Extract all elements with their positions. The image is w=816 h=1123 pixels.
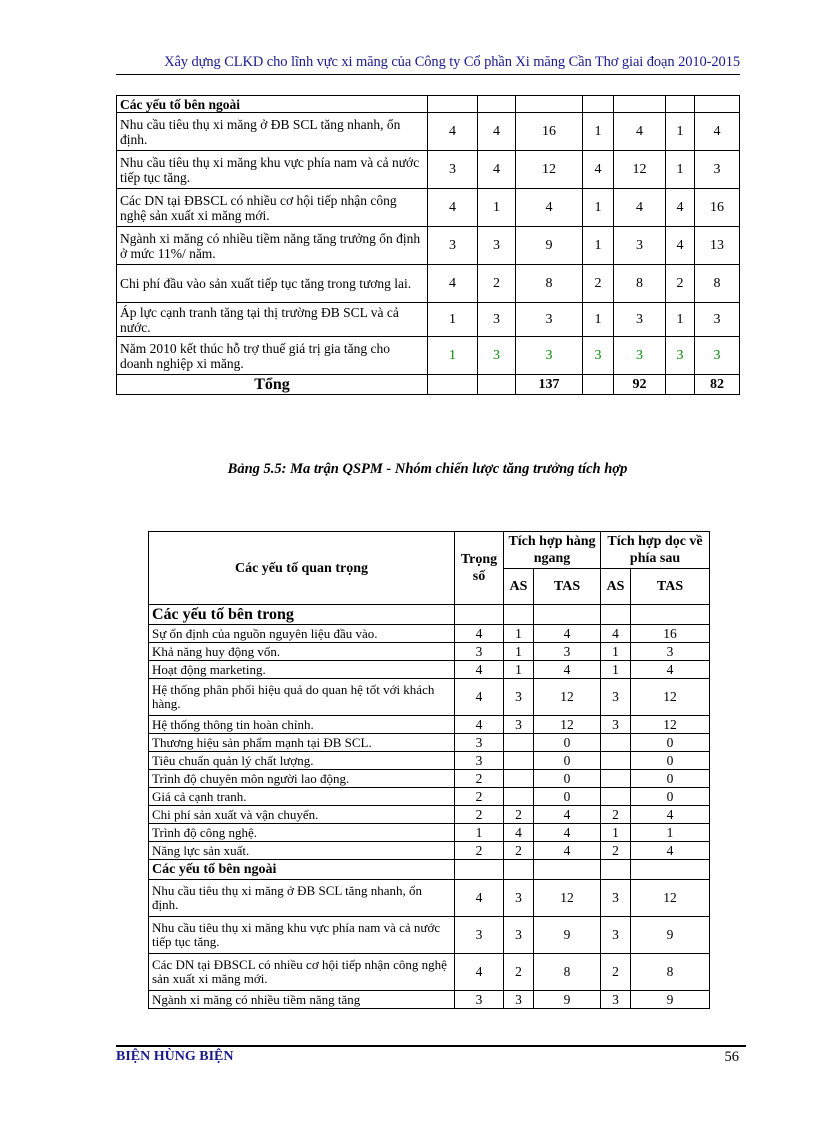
value-cell: 2 xyxy=(601,954,631,991)
section-label: Các yếu tố bên ngoài xyxy=(149,860,455,880)
table-row xyxy=(117,151,740,189)
empty-cell xyxy=(601,860,631,880)
value-cell: 8 xyxy=(614,265,666,303)
value-cell: 3 xyxy=(516,337,583,375)
section-label: Các yếu tố bên trong xyxy=(149,605,455,625)
value-cell: 3 xyxy=(631,643,710,661)
value-cell: 4 xyxy=(428,265,478,303)
value-cell: 4 xyxy=(455,716,504,734)
empty-cell xyxy=(478,375,516,395)
factor-label: Năm 2010 kết thúc hỗ trợ thuế giá trị gia tăng cho doanh nghiệp xi măng. xyxy=(117,337,428,375)
factor-label: Nhu cầu tiêu thụ xi măng ở ĐB SCL tăng nhanh, ổn định. xyxy=(149,880,455,917)
factor-label: Ngành xi măng có nhiều tiềm năng tăng trưởng ổn định ở mức 11%/ năm. xyxy=(117,227,428,265)
value-cell: 2 xyxy=(455,806,504,824)
value-cell: 3 xyxy=(601,991,631,1009)
value-cell: 3 xyxy=(614,227,666,265)
value-cell: 2 xyxy=(504,842,534,860)
table-row xyxy=(149,752,710,770)
value-cell: 4 xyxy=(455,661,504,679)
section-row xyxy=(149,605,710,625)
factor-label: Sự ổn định của nguồn nguyên liệu đầu vào. xyxy=(149,625,455,643)
value-cell: 4 xyxy=(534,625,601,643)
value-cell: 3 xyxy=(504,716,534,734)
table-row xyxy=(149,991,710,1009)
empty-cell xyxy=(516,96,583,113)
table-row xyxy=(149,734,710,752)
factor-label: Tiêu chuẩn quản lý chất lượng. xyxy=(149,752,455,770)
table-row xyxy=(149,716,710,734)
table-row xyxy=(117,337,740,375)
value-cell: 3 xyxy=(601,716,631,734)
value-cell: 1 xyxy=(583,189,614,227)
empty-cell xyxy=(583,96,614,113)
value-cell: 4 xyxy=(428,113,478,151)
section-row xyxy=(149,860,710,880)
value-cell: 3 xyxy=(504,991,534,1009)
factor-label: Hoạt động marketing. xyxy=(149,661,455,679)
table-row xyxy=(149,880,710,917)
value-cell: 8 xyxy=(534,954,601,991)
value-cell: 12 xyxy=(534,679,601,716)
empty-cell xyxy=(455,860,504,880)
value-cell: 4 xyxy=(695,113,740,151)
table-row xyxy=(149,954,710,991)
value-cell: 4 xyxy=(666,189,695,227)
empty-cell xyxy=(504,860,534,880)
value-cell: 1 xyxy=(504,625,534,643)
value-cell: 3 xyxy=(428,151,478,189)
factor-label: Chi phí đầu vào sản xuất tiếp tục tăng trong tương lai. xyxy=(117,265,428,303)
factor-label: Hệ thống phân phối hiệu quả do quan hệ tốt với khách hàng. xyxy=(149,679,455,716)
value-cell: 2 xyxy=(478,265,516,303)
empty-cell xyxy=(534,605,601,625)
value-cell: 9 xyxy=(534,917,601,954)
total-label: Tổng xyxy=(117,375,428,395)
value-cell: 4 xyxy=(455,679,504,716)
value-cell: 4 xyxy=(478,113,516,151)
value-cell: 1 xyxy=(504,661,534,679)
value-cell: 3 xyxy=(666,337,695,375)
factor-label: Các DN tại ĐBSCL có nhiều cơ hội tiếp nhận công nghệ sản xuất xi măng mới. xyxy=(117,189,428,227)
table-row xyxy=(117,113,740,151)
value-cell: 1 xyxy=(601,661,631,679)
value-cell xyxy=(504,734,534,752)
value-cell: 9 xyxy=(631,917,710,954)
value-cell: 3 xyxy=(601,917,631,954)
value-cell: 2 xyxy=(455,842,504,860)
value-cell: 3 xyxy=(478,303,516,337)
value-cell: 0 xyxy=(534,770,601,788)
value-cell: 0 xyxy=(534,788,601,806)
value-cell: 3 xyxy=(516,303,583,337)
value-cell: 0 xyxy=(631,752,710,770)
value-cell: 1 xyxy=(666,113,695,151)
header-divider xyxy=(116,74,740,75)
total-row xyxy=(117,375,740,395)
empty-cell xyxy=(428,375,478,395)
value-cell: 1 xyxy=(455,824,504,842)
header-tas: TAS xyxy=(534,569,601,605)
table-row xyxy=(117,265,740,303)
value-cell: 3 xyxy=(504,880,534,917)
value-cell: 4 xyxy=(583,151,614,189)
table-row xyxy=(149,770,710,788)
factor-label: Năng lực sản xuất. xyxy=(149,842,455,860)
table-row xyxy=(149,625,710,643)
value-cell: 3 xyxy=(428,227,478,265)
table-row xyxy=(149,643,710,661)
value-cell: 4 xyxy=(504,824,534,842)
value-cell: 1 xyxy=(666,303,695,337)
value-cell: 12 xyxy=(631,716,710,734)
factor-label: Hệ thống thông tin hoàn chỉnh. xyxy=(149,716,455,734)
table-row xyxy=(149,679,710,716)
value-cell: 3 xyxy=(455,734,504,752)
value-cell: 1 xyxy=(601,643,631,661)
value-cell: 16 xyxy=(631,625,710,643)
header-tas: TAS xyxy=(631,569,710,605)
value-cell: 9 xyxy=(516,227,583,265)
value-cell: 3 xyxy=(614,303,666,337)
empty-cell xyxy=(695,96,740,113)
factor-label: Ngành xi măng có nhiều tiềm năng tăng xyxy=(149,991,455,1009)
value-cell: 4 xyxy=(478,151,516,189)
value-cell: 3 xyxy=(455,643,504,661)
value-cell: 2 xyxy=(601,842,631,860)
value-cell xyxy=(601,770,631,788)
total-value: 82 xyxy=(695,375,740,395)
value-cell: 1 xyxy=(583,227,614,265)
value-cell xyxy=(504,788,534,806)
value-cell: 3 xyxy=(478,227,516,265)
value-cell: 3 xyxy=(534,643,601,661)
empty-cell xyxy=(534,860,601,880)
value-cell: 3 xyxy=(583,337,614,375)
value-cell: 0 xyxy=(631,734,710,752)
value-cell: 1 xyxy=(504,643,534,661)
page-number: 56 xyxy=(724,1049,739,1065)
section-label: Các yếu tố bên ngoài xyxy=(117,96,428,113)
empty-cell xyxy=(504,605,534,625)
value-cell: 3 xyxy=(455,752,504,770)
value-cell xyxy=(504,770,534,788)
page-header: Xây dựng CLKD cho lĩnh vực xi măng của Công ty Cổ phần Xi măng Cần Thơ giai đoạn 2010-2015 xyxy=(164,54,740,70)
value-cell: 3 xyxy=(695,303,740,337)
value-cell: 13 xyxy=(695,227,740,265)
value-cell: 1 xyxy=(428,337,478,375)
table-caption: Bảng 5.5: Ma trận QSPM - Nhóm chiến lược tăng trưởng tích hợp xyxy=(227,461,628,477)
factor-label: Giá cả cạnh tranh. xyxy=(149,788,455,806)
value-cell: 1 xyxy=(601,824,631,842)
table-row xyxy=(149,824,710,842)
value-cell xyxy=(601,752,631,770)
value-cell: 4 xyxy=(631,842,710,860)
value-cell: 16 xyxy=(516,113,583,151)
qspm-table-continued xyxy=(116,95,740,395)
value-cell: 4 xyxy=(534,842,601,860)
value-cell: 1 xyxy=(666,151,695,189)
header-as: AS xyxy=(601,569,631,605)
value-cell: 3 xyxy=(695,337,740,375)
value-cell: 0 xyxy=(534,752,601,770)
empty-cell xyxy=(631,860,710,880)
empty-cell xyxy=(666,96,695,113)
value-cell: 12 xyxy=(534,880,601,917)
value-cell: 1 xyxy=(583,303,614,337)
value-cell: 4 xyxy=(666,227,695,265)
value-cell: 9 xyxy=(631,991,710,1009)
value-cell: 2 xyxy=(583,265,614,303)
value-cell: 4 xyxy=(516,189,583,227)
table-row xyxy=(149,842,710,860)
value-cell: 12 xyxy=(631,679,710,716)
value-cell: 3 xyxy=(695,151,740,189)
value-cell: 4 xyxy=(455,625,504,643)
empty-cell xyxy=(428,96,478,113)
header-as: AS xyxy=(504,569,534,605)
footer-divider xyxy=(116,1045,746,1047)
value-cell: 3 xyxy=(504,679,534,716)
footer-author: BIỆN HÙNG BIỆN xyxy=(116,1049,234,1064)
empty-cell xyxy=(478,96,516,113)
value-cell: 0 xyxy=(631,788,710,806)
value-cell: 3 xyxy=(601,679,631,716)
table-row xyxy=(117,303,740,337)
table-row xyxy=(149,661,710,679)
table-row xyxy=(117,189,740,227)
value-cell: 8 xyxy=(631,954,710,991)
value-cell xyxy=(601,788,631,806)
table-row xyxy=(117,227,740,265)
factor-label: Trình độ công nghệ. xyxy=(149,824,455,842)
value-cell: 2 xyxy=(601,806,631,824)
factor-label: Áp lực cạnh tranh tăng tại thị trường ĐB SCL và cả nước. xyxy=(117,303,428,337)
value-cell: 4 xyxy=(428,189,478,227)
value-cell: 4 xyxy=(455,954,504,991)
factor-label: Nhu cầu tiêu thụ xi măng khu vực phía nam và cả nước tiếp tục tăng. xyxy=(117,151,428,189)
empty-cell xyxy=(583,375,614,395)
value-cell: 12 xyxy=(614,151,666,189)
table-row xyxy=(149,788,710,806)
total-value: 137 xyxy=(516,375,583,395)
value-cell: 2 xyxy=(504,954,534,991)
empty-cell xyxy=(614,96,666,113)
factor-label: Khả năng huy động vốn. xyxy=(149,643,455,661)
value-cell: 1 xyxy=(478,189,516,227)
value-cell: 2 xyxy=(666,265,695,303)
value-cell: 2 xyxy=(455,770,504,788)
table-row xyxy=(149,917,710,954)
value-cell xyxy=(601,734,631,752)
value-cell: 4 xyxy=(601,625,631,643)
header-backward-integration: Tích hợp dọc về phía sau xyxy=(601,532,710,569)
table-row xyxy=(149,806,710,824)
empty-cell xyxy=(601,605,631,625)
value-cell: 3 xyxy=(478,337,516,375)
value-cell: 1 xyxy=(631,824,710,842)
value-cell: 2 xyxy=(455,788,504,806)
value-cell xyxy=(504,752,534,770)
factor-label: Nhu cầu tiêu thụ xi măng khu vực phía nam và cả nước tiếp tục tăng. xyxy=(149,917,455,954)
value-cell: 4 xyxy=(534,824,601,842)
qspm-table-integration xyxy=(148,531,710,1009)
value-cell: 4 xyxy=(455,880,504,917)
factor-label: Nhu cầu tiêu thụ xi măng ở ĐB SCL tăng nhanh, ổn định. xyxy=(117,113,428,151)
value-cell: 3 xyxy=(455,991,504,1009)
value-cell: 3 xyxy=(455,917,504,954)
value-cell: 4 xyxy=(614,113,666,151)
total-value: 92 xyxy=(614,375,666,395)
header-weight: Trọng số xyxy=(455,532,504,605)
empty-cell xyxy=(455,605,504,625)
value-cell: 12 xyxy=(631,880,710,917)
value-cell: 4 xyxy=(614,189,666,227)
value-cell: 9 xyxy=(534,991,601,1009)
value-cell: 8 xyxy=(516,265,583,303)
value-cell: 4 xyxy=(631,661,710,679)
value-cell: 2 xyxy=(504,806,534,824)
factor-label: Trình độ chuyên môn người lao động. xyxy=(149,770,455,788)
section-row xyxy=(117,96,740,113)
factor-label: Thương hiệu sản phẩm mạnh tại ĐB SCL. xyxy=(149,734,455,752)
value-cell: 4 xyxy=(631,806,710,824)
value-cell: 3 xyxy=(601,880,631,917)
value-cell: 4 xyxy=(534,661,601,679)
value-cell: 12 xyxy=(534,716,601,734)
value-cell: 16 xyxy=(695,189,740,227)
value-cell: 1 xyxy=(428,303,478,337)
value-cell: 3 xyxy=(614,337,666,375)
value-cell: 0 xyxy=(631,770,710,788)
value-cell: 12 xyxy=(516,151,583,189)
factor-label: Các DN tại ĐBSCL có nhiều cơ hội tiếp nhận công nghệ sản xuất xi măng mới. xyxy=(149,954,455,991)
value-cell: 4 xyxy=(534,806,601,824)
value-cell: 8 xyxy=(695,265,740,303)
value-cell: 0 xyxy=(534,734,601,752)
empty-cell xyxy=(666,375,695,395)
value-cell: 1 xyxy=(583,113,614,151)
empty-cell xyxy=(631,605,710,625)
factor-label: Chi phí sản xuất và vận chuyển. xyxy=(149,806,455,824)
header-factor: Các yếu tố quan trọng xyxy=(149,532,455,605)
value-cell: 3 xyxy=(504,917,534,954)
header-horizontal-integration: Tích hợp hàng ngang xyxy=(504,532,601,569)
